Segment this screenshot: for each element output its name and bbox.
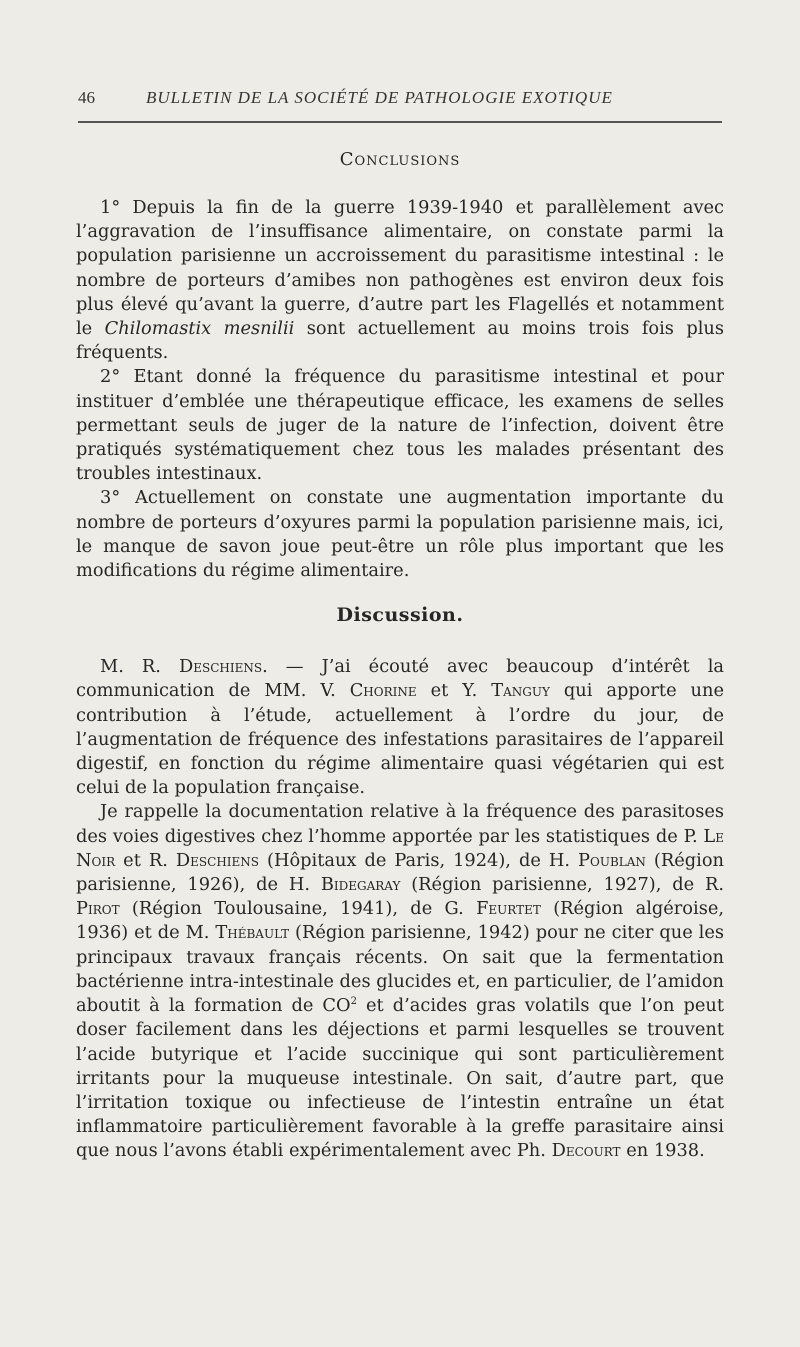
discussion-paragraph-1 <box>76 655 724 800</box>
text-run: en 1938. <box>620 1140 705 1162</box>
text-run: (Hôpitaux de Paris, 1924), de H. <box>259 849 579 871</box>
author-name: Deschiens <box>175 849 260 871</box>
running-header <box>78 88 723 112</box>
discussion-heading: Discussion. <box>336 604 464 627</box>
text-run: (Région parisienne, 1927), de R. <box>400 874 724 896</box>
text-run: 1° Depuis la fin de la guerre 1939-1940 et parallèlement avec l’aggravation de l’insuffisance alimentaire, on constate parmi la population parisienne un accroissement du parasitisme intestinal : le nombre de porteurs d’amibes non pathogènes est environ deux fois plus élevé qu’avant la guerre, d’autre part les Flagellés et notamment le <box>76 197 724 340</box>
journal-title: BULLETIN DE LA SOCIÉTÉ DE PATHOLOGIE EXOTIQUE <box>146 88 613 107</box>
conclusion-paragraph-3: 3° Actuellement on constate une augmentation importante du nombre de porteurs d’oxyures parmi la population parisienne mais, ici, le manque de savon joue peut-être un rôle plus important que les modifications du régime alimentaire. <box>76 487 724 582</box>
author-name: Thébault <box>215 922 290 944</box>
text-run: . — J’ai écouté avec beaucoup d’intérêt la communication de MM. V. <box>76 656 724 702</box>
author-name: Chorine <box>349 680 417 702</box>
author-name: Feurtet <box>476 898 541 920</box>
author-name: Le Noir <box>76 825 724 871</box>
conclusion-paragraph-2: 2° Etant donné la fréquence du parasitisme intestinal et pour instituer d’emblée une thérapeutique efficace, les examens de selles permettant seuls de juger de la nature de l’infection, doivent être pratiqués systématiquement chez tous les malades présentant des troubles intestinaux. <box>76 366 724 485</box>
text-run: et R. <box>115 849 176 871</box>
author-name: Tanguy <box>491 680 550 702</box>
conclusion-paragraph-1 <box>76 196 724 365</box>
text-run: et d’acides gras volatils que l’on peut doser facilement dans les déjections et parmi lesquelles se trouvent l’acide butyrique et l’acide succinique qui sont particulièrement irritants pour la muqueuse intestinale. On sait, d’autre part, que l’irritation toxique ou infectieuse de l’intestin entraîne un état inflammatoire particulièrement favorable à la greffe parasitaire ainsi que nous l’avons établi expérimentalement avec Ph. <box>76 995 724 1162</box>
discussion-paragraph-2 <box>76 800 724 1163</box>
text-run: sont actuellement au moins trois fois plus fréquents. <box>76 318 724 364</box>
author-name: Pirot <box>76 898 120 920</box>
text-run: et Y. <box>416 680 492 702</box>
text-run: (Région parisienne, 1926), de H. <box>76 849 725 896</box>
header-rule <box>78 121 722 123</box>
text-run: qui apporte une contribution à l’étude, actuellement à l’ordre du jour, de l’augmentation de fréquence des infestations parasitaires de l’appareil digestif, en fonction du régime alimentaire quasi végétarien qui est celui de la population française. <box>76 680 724 799</box>
text-run: (Région parisienne, 1942) pour ne citer que les principaux travaux français récents. On sait que la fermentation bactérienne intra-intestinale des glucides et, en particulier, de l’amidon aboutit à la formation de CO <box>76 922 725 1017</box>
body-text <box>76 148 724 1164</box>
author-name: Bidegaray <box>320 874 401 896</box>
author-name: Decourt <box>551 1140 621 1162</box>
author-name: Deschiens <box>178 656 263 678</box>
species-name: Chilomastix mesnilii <box>104 318 295 340</box>
text-run: M. R. <box>100 656 179 678</box>
page-number: 46 <box>78 88 95 107</box>
text-run: (Région Toulousaine, 1941), de G. <box>119 898 477 920</box>
text-run: Je rappelle la documentation relative à la fréquence des parasitoses des voies digestives chez l’homme apportée par les statistiques de P. <box>76 801 724 847</box>
conclusions-heading: Conclusions <box>339 149 461 170</box>
author-name: Poublan <box>578 849 646 871</box>
superscript: 2 <box>350 996 357 1008</box>
text-run: (Région algéroise, 1936) et de M. <box>76 898 724 944</box>
